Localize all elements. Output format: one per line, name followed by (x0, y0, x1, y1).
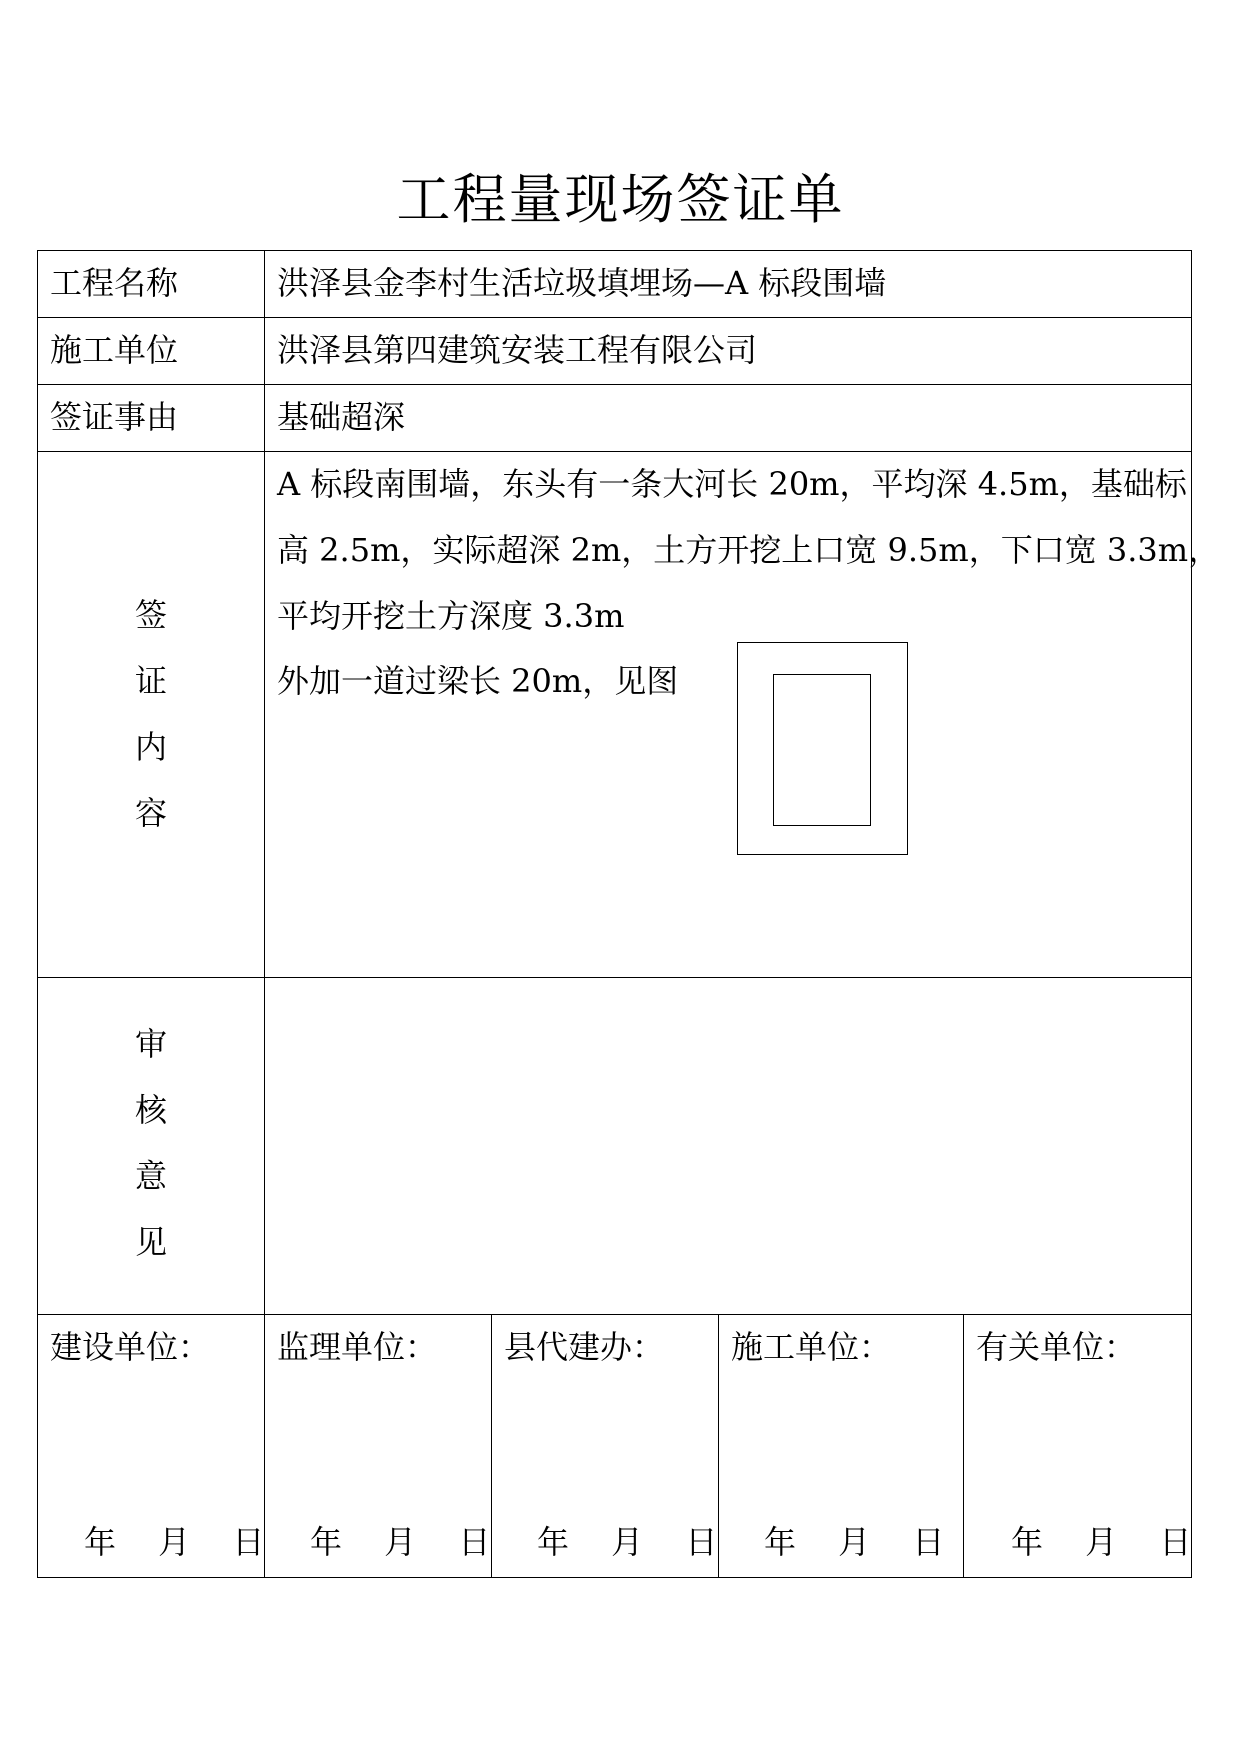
review-label-char: 见 (134, 1223, 167, 1261)
project-name-label: 工程名称 (50, 264, 179, 302)
document-title: 工程量现场签证单 (396, 168, 845, 231)
review-label-char: 意 (134, 1157, 167, 1195)
row-divider-1 (37, 317, 1191, 318)
project-name-value: 洪泽县金李村生活垃圾填埋场—A 标段围墙 (277, 264, 887, 302)
content-text-line: A 标段南围墙，东头有一条大河长 20m，平均深 4.5m，基础标 (277, 465, 1187, 503)
signature-divider-2 (491, 1314, 492, 1578)
review-label-char: 核 (134, 1091, 167, 1129)
row-divider-4 (37, 977, 1191, 978)
signature-label-related: 有关单位： (976, 1328, 1137, 1366)
reason-value: 基础超深 (277, 398, 406, 436)
signature-date: 年 月 日 (1011, 1523, 1192, 1561)
label-column-divider (264, 250, 265, 1578)
row-divider-5 (37, 1314, 1191, 1315)
table-border-bottom (37, 1577, 1191, 1578)
table-border-top (37, 250, 1191, 251)
content-text-line: 外加一道过梁长 20m，见图 (277, 662, 679, 700)
signature-date: 年 月 日 (310, 1523, 491, 1561)
content-label-char: 证 (134, 662, 167, 700)
contractor-value: 洪泽县第四建筑安装工程有限公司 (277, 331, 758, 369)
review-label-char: 审 (134, 1025, 167, 1063)
reason-label: 签证事由 (50, 398, 179, 436)
content-label-char: 容 (134, 794, 167, 832)
signature-divider-4 (963, 1314, 964, 1578)
contractor-label: 施工单位 (50, 331, 179, 369)
signature-date: 年 月 日 (537, 1523, 718, 1561)
signature-label-contractor: 施工单位： (731, 1328, 892, 1366)
content-label-char: 内 (134, 728, 167, 766)
content-text-line: 平均开挖土方深度 3.3m (277, 597, 625, 635)
row-divider-3 (37, 451, 1191, 452)
signature-date: 年 月 日 (84, 1523, 265, 1561)
table-border-left (37, 250, 38, 1578)
table-border-right (1191, 250, 1192, 1578)
signature-label-supervisor: 监理单位： (277, 1328, 438, 1366)
signature-divider-3 (718, 1314, 719, 1578)
content-text-line: 高 2.5m，实际超深 2m，土方开挖上口宽 9.5m，下口宽 3.3m， (277, 531, 1221, 569)
signature-label-county-office: 县代建办： (504, 1328, 665, 1366)
sketch-inner-rectangle (773, 674, 871, 826)
signature-date: 年 月 日 (764, 1523, 945, 1561)
content-label-char: 签 (134, 596, 167, 634)
row-divider-2 (37, 384, 1191, 385)
signature-label-builder: 建设单位： (50, 1328, 211, 1366)
